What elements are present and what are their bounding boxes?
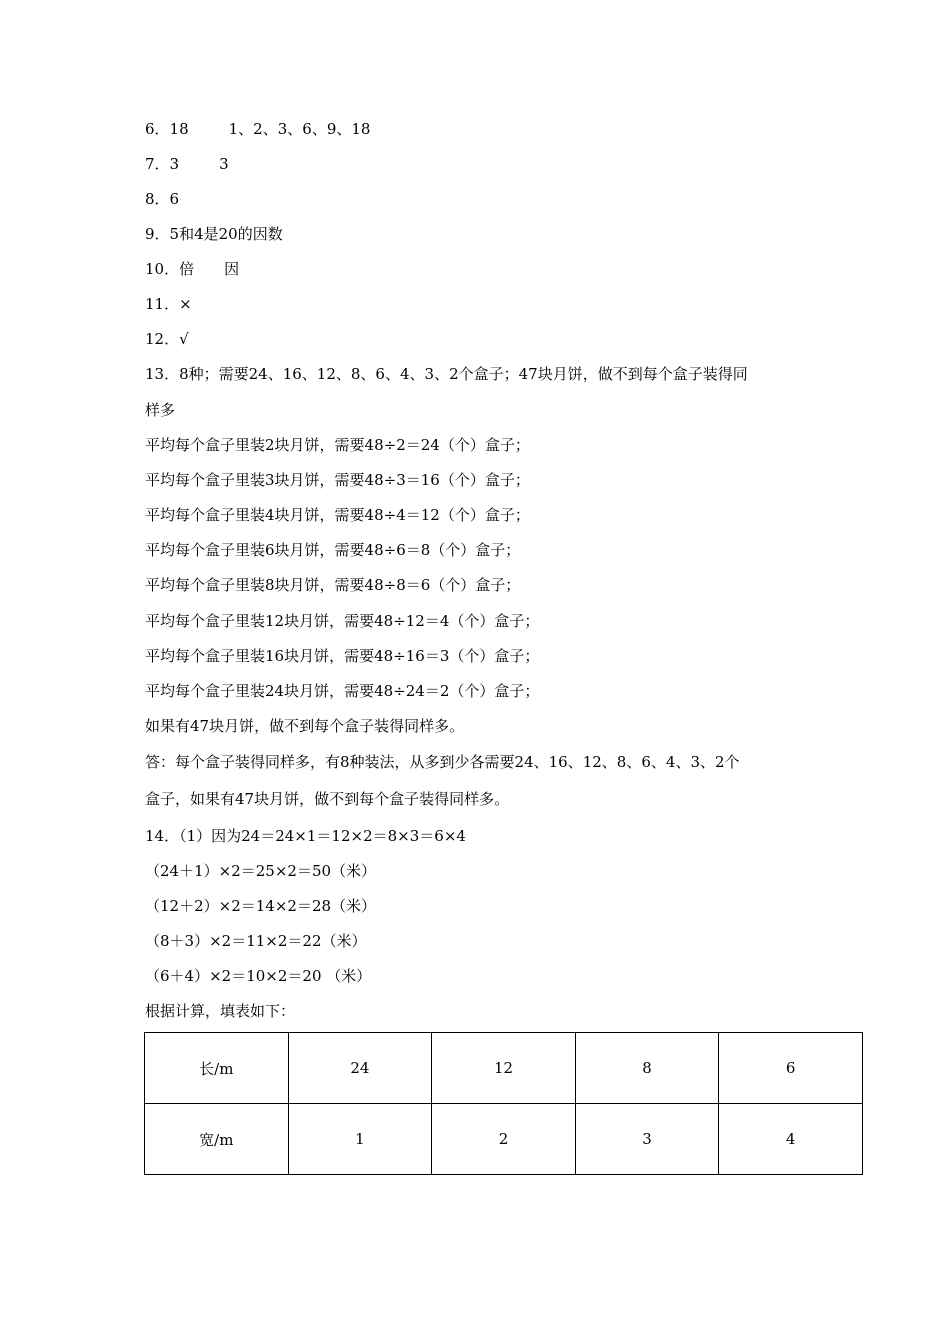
answer-14-calc: （12＋2）×2＝14×2＝28（米）: [145, 897, 377, 915]
table-row-header: 宽/m: [145, 1104, 289, 1175]
answer-14-calc: （6＋4）×2＝10×2＝20 （米）: [145, 967, 372, 985]
answer-13-conclusion: 如果有47块月饼，做不到每个盒子装得同样多。: [145, 717, 465, 735]
answer-7: [145, 154, 229, 174]
answer-13-answer-line2: 盒子，如果有47块月饼，做不到每个盒子装得同样多。: [145, 790, 510, 808]
answer-11-number: 11．×: [145, 295, 192, 313]
answer-13-step: 平均每个盒子里装8块月饼，需要48÷8＝6（个）盒子；: [145, 576, 521, 594]
answer-13-step: 平均每个盒子里装16块月饼，需要48÷16＝3（个）盒子；: [145, 647, 540, 665]
answer-6: [145, 119, 370, 139]
dimensions-table: [144, 1032, 863, 1175]
table-cell: 24: [288, 1033, 432, 1104]
table-cell: 2: [432, 1104, 576, 1175]
answer-13-answer-line1: 答：每个盒子装得同样多，有8种装法，从多到少各需要24、16、12、8、6、4、3、2个: [145, 753, 740, 771]
answer-11: [145, 294, 192, 314]
table-cell: 6: [719, 1033, 863, 1104]
answer-8: [145, 189, 179, 209]
answer-8-number: 8．6: [145, 190, 180, 208]
answer-13-step: 平均每个盒子里装6块月饼，需要48÷6＝8（个）盒子；: [145, 541, 521, 559]
table-cell: 3: [575, 1104, 719, 1175]
answer-12: [145, 329, 189, 349]
answer-10-number: 10．倍: [145, 260, 195, 278]
answer-6-text: 1、2、3、6、9、18: [228, 120, 371, 138]
table-cell: 8: [575, 1033, 719, 1104]
answer-14-calc: （8＋3）×2＝11×2＝22（米）: [145, 932, 367, 950]
answer-12-number: 12．√: [145, 330, 189, 348]
answer-7-text: 3: [219, 155, 229, 173]
answer-14-calc: （24＋1）×2＝25×2＝50（米）: [145, 862, 377, 880]
table-row-width: [145, 1104, 863, 1175]
answer-13-step: 平均每个盒子里装4块月饼，需要48÷4＝12（个）盒子；: [145, 506, 530, 524]
answer-14-line1: 14．（1）因为24＝24×1＝12×2＝8×3＝6×4: [145, 827, 466, 845]
answer-13-step: 平均每个盒子里装12块月饼，需要48÷12＝4（个）盒子；: [145, 612, 540, 630]
answer-13-step: 平均每个盒子里装2块月饼，需要48÷2＝24（个）盒子；: [145, 436, 530, 454]
answer-13-step: 平均每个盒子里装3块月饼，需要48÷3＝16（个）盒子；: [145, 471, 530, 489]
table-cell: 12: [432, 1033, 576, 1104]
answer-9-number: 9．5和4是20的因数: [145, 225, 283, 243]
table-row-length: [145, 1033, 863, 1104]
answer-10-text: 因: [224, 260, 240, 278]
answer-7-number: 7．3: [145, 155, 180, 173]
answer-13-step: 平均每个盒子里装24块月饼，需要48÷24＝2（个）盒子；: [145, 682, 540, 700]
answer-9: [145, 224, 283, 244]
table-cell: 4: [719, 1104, 863, 1175]
table-row-header: 长/m: [145, 1033, 289, 1104]
answer-13-line1: 13．8种；需要24、16、12、8、6、4、3、2个盒子；47块月饼，做不到每个盒子装得同: [145, 365, 748, 383]
answer-10: [145, 259, 239, 279]
answer-6-number: 6．18: [145, 120, 189, 138]
table-cell: 1: [288, 1104, 432, 1175]
answer-14-table-intro: 根据计算，填表如下：: [145, 1002, 296, 1020]
answer-13-line2: 样多: [145, 401, 176, 419]
